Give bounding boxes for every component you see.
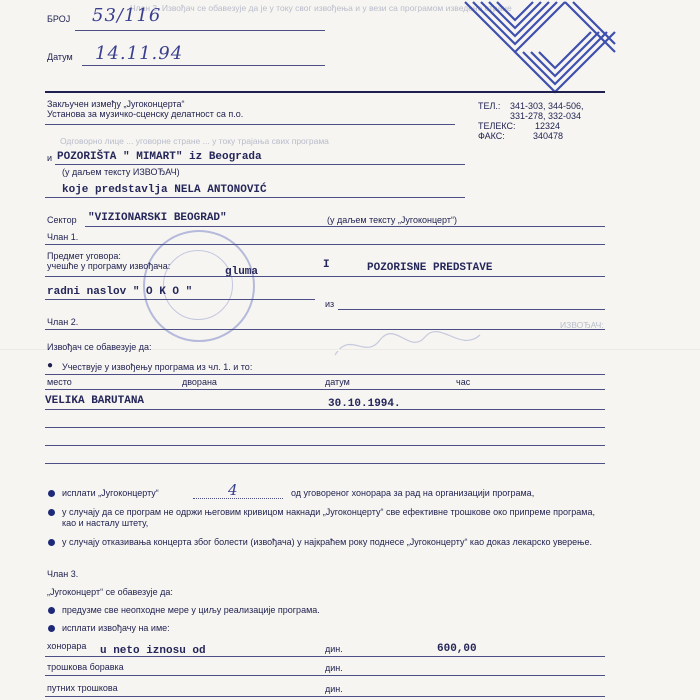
participate-text: Учествује у извођењу програма из чл. 1. и то: <box>62 362 253 372</box>
obligation-label: Извођач се обавезује да: <box>47 342 152 352</box>
ghost-text-top: Члан 3. Извођач се обавезује да је у току свог извођења и у вези са програмом изведене стране <box>130 3 512 13</box>
date-performance: 30.10.1994. <box>328 398 401 410</box>
date-label: Датум <box>47 52 73 62</box>
tel-label: ТЕЛ.: <box>478 101 501 111</box>
stay-label: трошкова боравка <box>47 662 124 672</box>
org-line1: Закључен између „Југоконцерта“ <box>47 99 185 109</box>
telex-label: ТЕЛЕКС: <box>478 121 516 131</box>
fee-typed: u neto iznosu od <box>100 645 206 657</box>
case-cancel: у случају отказивања концерта због болести (извођача) у најкраћем року поднесе „Југоконцерту“ као доказ лекарско уверење. <box>62 537 592 547</box>
bullet-icon <box>48 509 55 516</box>
jugokoncert-logo <box>455 0 620 95</box>
subject-label: Предмет уговора: <box>47 251 121 261</box>
pay-value: 4 <box>228 481 239 499</box>
fee-amount: 600,00 <box>437 643 477 655</box>
tel-line1: 341-303, 344-506, <box>510 101 584 111</box>
genre-value: gluma <box>225 266 259 278</box>
pay-label: исплати „Југоконцерту“ <box>62 488 159 498</box>
participation-label: учешће у програму извођача: <box>47 261 171 271</box>
performer-name: POZORIŠTA " MIMART" iz Beograda <box>57 151 262 163</box>
fee-currency: дин. <box>325 644 343 654</box>
bullet-icon <box>48 607 55 614</box>
represented-by: koje predstavlja NELA ANTONOVIĆ <box>62 184 267 196</box>
travel-label: путних трошкова <box>47 683 118 693</box>
article3-title: Члан 3. <box>47 569 79 579</box>
bullet-icon <box>48 490 55 497</box>
fee-label: хонорара <box>47 641 87 651</box>
date-value: 14.11.94 <box>95 43 184 64</box>
bullet-icon <box>48 539 55 546</box>
program-value: POZORISNE PREDSTAVE <box>367 262 493 274</box>
and-label: и <box>47 153 53 163</box>
sector-value: "VIZIONARSKI BEOGRAD" <box>88 212 227 224</box>
telex-value: 12324 <box>535 121 561 131</box>
stay-currency: дин. <box>325 663 343 673</box>
ghost-text-right: ИЗВОЂАЧ: <box>560 320 604 330</box>
fax-value: 340478 <box>533 131 564 141</box>
bullet-outline-icon: ● <box>47 360 54 371</box>
article2-title: Члан 2. <box>47 317 79 327</box>
separator-mark: I <box>323 259 330 271</box>
col-place: место <box>47 377 72 387</box>
col-date: датум <box>325 377 350 387</box>
performer-note: (у даљем тексту ИЗВОЂАЧ) <box>62 167 180 177</box>
number-value: 53/116 <box>92 5 162 26</box>
org-line2: Установа за музичко-сценску делатност са п.о. <box>47 109 244 119</box>
case-not-held: у случају да се програм не одржи његовим кривицом накнади „Југоконцерту“ све ефективне трошкове око припреме програма, као и насталу штету, <box>62 507 595 528</box>
article1-title: Члан 1. <box>47 232 79 242</box>
sector-label: Сектор <box>47 215 77 225</box>
fax-label: ФАКС: <box>478 131 505 141</box>
sector-note: (у даљем тексту „Југоконцерт“) <box>327 215 457 225</box>
pay-performer-text: исплати извођачу на име: <box>62 623 170 633</box>
jk-obliges: „Југоконцерт“ се обавезује да: <box>47 587 173 597</box>
bullet-icon <box>48 625 55 632</box>
pay-rest: од уговореног хонорара за рад на организацији програма, <box>291 488 535 498</box>
from-label: из <box>325 299 335 309</box>
travel-currency: дин. <box>325 684 343 694</box>
hall-value: VELIKA BARUTANA <box>45 395 145 407</box>
work-title: radni naslov " O K O " <box>47 286 193 298</box>
ghost-text-mid: Одговорно лице ... уговорне стране ... у току трајања свих програма <box>60 136 329 146</box>
tel-line2: 331-278, 332-034 <box>510 111 582 121</box>
measures-text: предузме све неопходне мере у циљу реализације програма. <box>62 605 320 615</box>
col-hall: дворана <box>182 377 217 387</box>
faint-signature <box>330 325 510 365</box>
number-label: БРОЈ <box>47 14 71 24</box>
col-hour: час <box>456 377 471 387</box>
